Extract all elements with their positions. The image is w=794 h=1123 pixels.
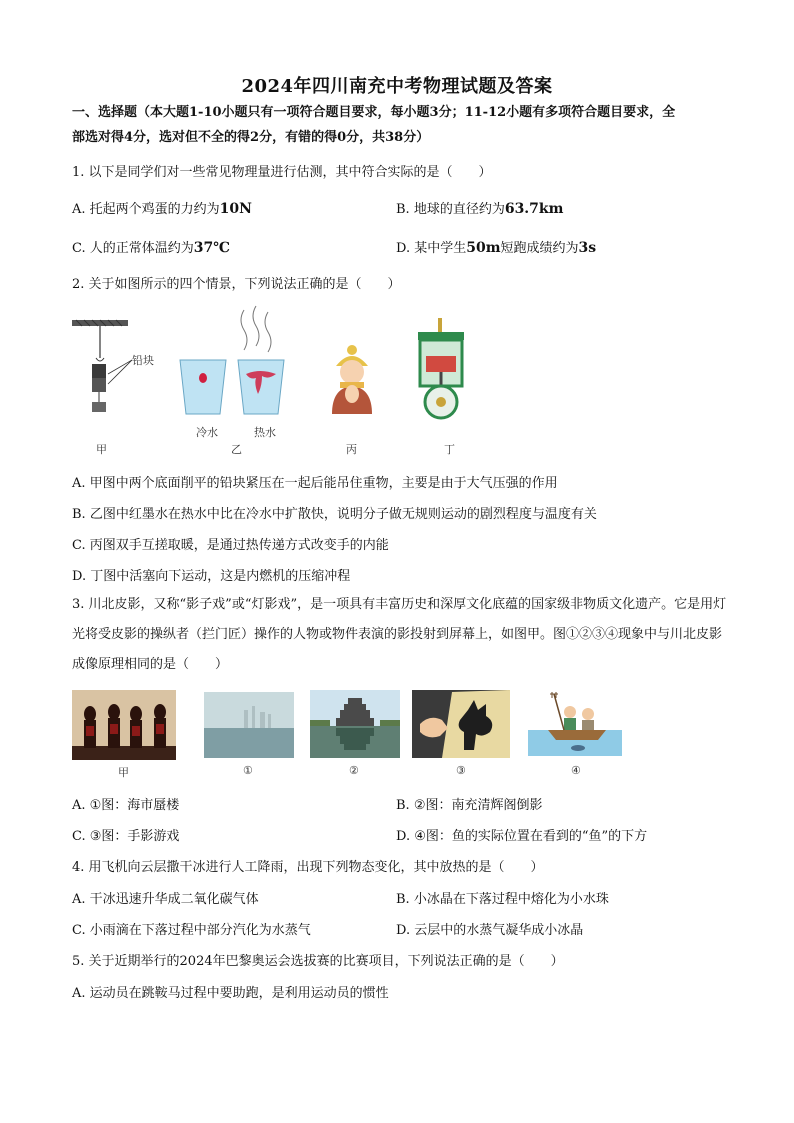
lead-block-figure <box>70 318 150 438</box>
q1-option-c-value: 37℃ <box>193 240 231 256</box>
q4-option-a: A. 干冰迅速升华成二氧化碳气体 <box>72 892 259 907</box>
q1-option-d-text2: 短跑成绩约为 <box>500 241 579 256</box>
fig3-caption-4: ④ <box>571 764 581 777</box>
page-title: 2024年四川南充中考物理试题及答案 <box>241 76 553 97</box>
q1-option-a <box>72 198 252 217</box>
q1-stem: 1. 以下是同学们对一些常见物理量进行估测，其中符合实际的是（ ） <box>72 165 492 180</box>
q3-stem: 3. 川北皮影，又称“影子戏”或“灯影戏”，是一项具有丰富历史和深厚文化底蕴的国家级非物质文化遗产。它是用灯光将受皮影的操纵者（拦门匠）操作的人物或物件表演的影投射到屏幕上，如图甲。图①②③④现象中与川北皮影成像原理相同的是（ ） <box>72 597 727 672</box>
q2-option-c: C. 丙图双手互搓取暖，是通过热传递方式改变手的内能 <box>72 538 389 553</box>
q3-option-b: B. ②图：南充清辉阁倒影 <box>396 798 543 813</box>
q3-option-d: D. ④图：鱼的实际位置在看到的“鱼”的下方 <box>396 829 648 844</box>
q1-option-b-value: 63.7km <box>504 201 564 217</box>
cold-water-label: 冷水 <box>196 426 218 439</box>
hand-rubbing-figure <box>326 344 378 416</box>
q3-option-a: A. ①图：海市蜃楼 <box>72 798 180 813</box>
q4-stem: 4. 用飞机向云层撒干冰进行人工降雨，出现下列物态变化，其中放热的是（ ） <box>72 860 544 875</box>
diffusion-cups-figure <box>176 304 296 424</box>
lead-label: 铅块 <box>132 354 154 367</box>
shadow-puppet-photo <box>72 690 176 760</box>
section-heading-line2: 部选对得4分，选对但不全的得2分，有错的得0分，共38分） <box>72 130 430 145</box>
q5-stem: 5. 关于近期举行的2024年巴黎奥运会选拔赛的比赛项目，下列说法正确的是（ ） <box>72 954 564 969</box>
q1-option-a-value: 10N <box>219 201 252 217</box>
q2-stem: 2. 关于如图所示的四个情景，下列说法正确的是（ ） <box>72 277 401 292</box>
q4-option-d: D. 云层中的水蒸气凝华成小冰晶 <box>396 923 584 938</box>
q1-option-d-value1: 50m <box>466 240 501 256</box>
q2-option-b: B. 乙图中红墨水在热水中比在冷水中扩散快，说明分子做无规则运动的剧烈程度与温度有关 <box>72 507 597 522</box>
q1-option-d-value2: 3s <box>578 240 597 256</box>
fig2-caption-jia: 甲 <box>96 443 107 456</box>
q1-option-d <box>396 237 596 256</box>
q1-option-c <box>72 237 230 256</box>
q1-option-a-text: A. 托起两个鸡蛋的力约为 <box>72 202 220 217</box>
fig3-caption-3: ③ <box>456 764 466 777</box>
fig3-caption-jia: 甲 <box>118 766 129 779</box>
fig3-caption-1: ① <box>243 764 253 777</box>
reflection-pavilion-photo <box>310 690 400 758</box>
fig2-caption-bing: 丙 <box>346 443 357 456</box>
q1-option-d-text1: D. 某中学生 <box>396 241 467 256</box>
q4-option-c: C. 小雨滴在下落过程中部分汽化为水蒸气 <box>72 923 311 938</box>
q1-option-b-text: B. 地球的直径约为 <box>396 202 505 217</box>
mirage-photo <box>204 692 294 758</box>
q2-option-a: A. 甲图中两个底面削平的铅块紧压在一起后能吊住重物，主要是由于大气压强的作用 <box>72 476 558 491</box>
hand-shadow-photo <box>412 690 510 758</box>
section-heading-line1: 一、选择题（本大题1-10小题只有一项符合题目要求，每小题3分；11-12小题有多项符合题目要求，全 <box>72 105 676 120</box>
fig2-caption-yi: 乙 <box>231 443 242 456</box>
fig3-caption-2: ② <box>349 764 359 777</box>
hot-water-label: 热水 <box>254 426 276 439</box>
q5-option-a: A. 运动员在跳鞍马过程中要助跑，是利用运动员的惯性 <box>72 986 389 1001</box>
q4-option-b: B. 小冰晶在下落过程中熔化为小水珠 <box>396 892 609 907</box>
q1-option-b <box>396 198 563 217</box>
fish-spearing-photo <box>528 690 622 756</box>
q3-option-c: C. ③图：手影游戏 <box>72 829 180 844</box>
q1-option-c-text: C. 人的正常体温约为 <box>72 241 194 256</box>
engine-figure <box>412 318 470 422</box>
q2-option-d: D. 丁图中活塞向下运动，这是内燃机的压缩冲程 <box>72 569 351 584</box>
fig2-caption-ding: 丁 <box>444 443 455 456</box>
